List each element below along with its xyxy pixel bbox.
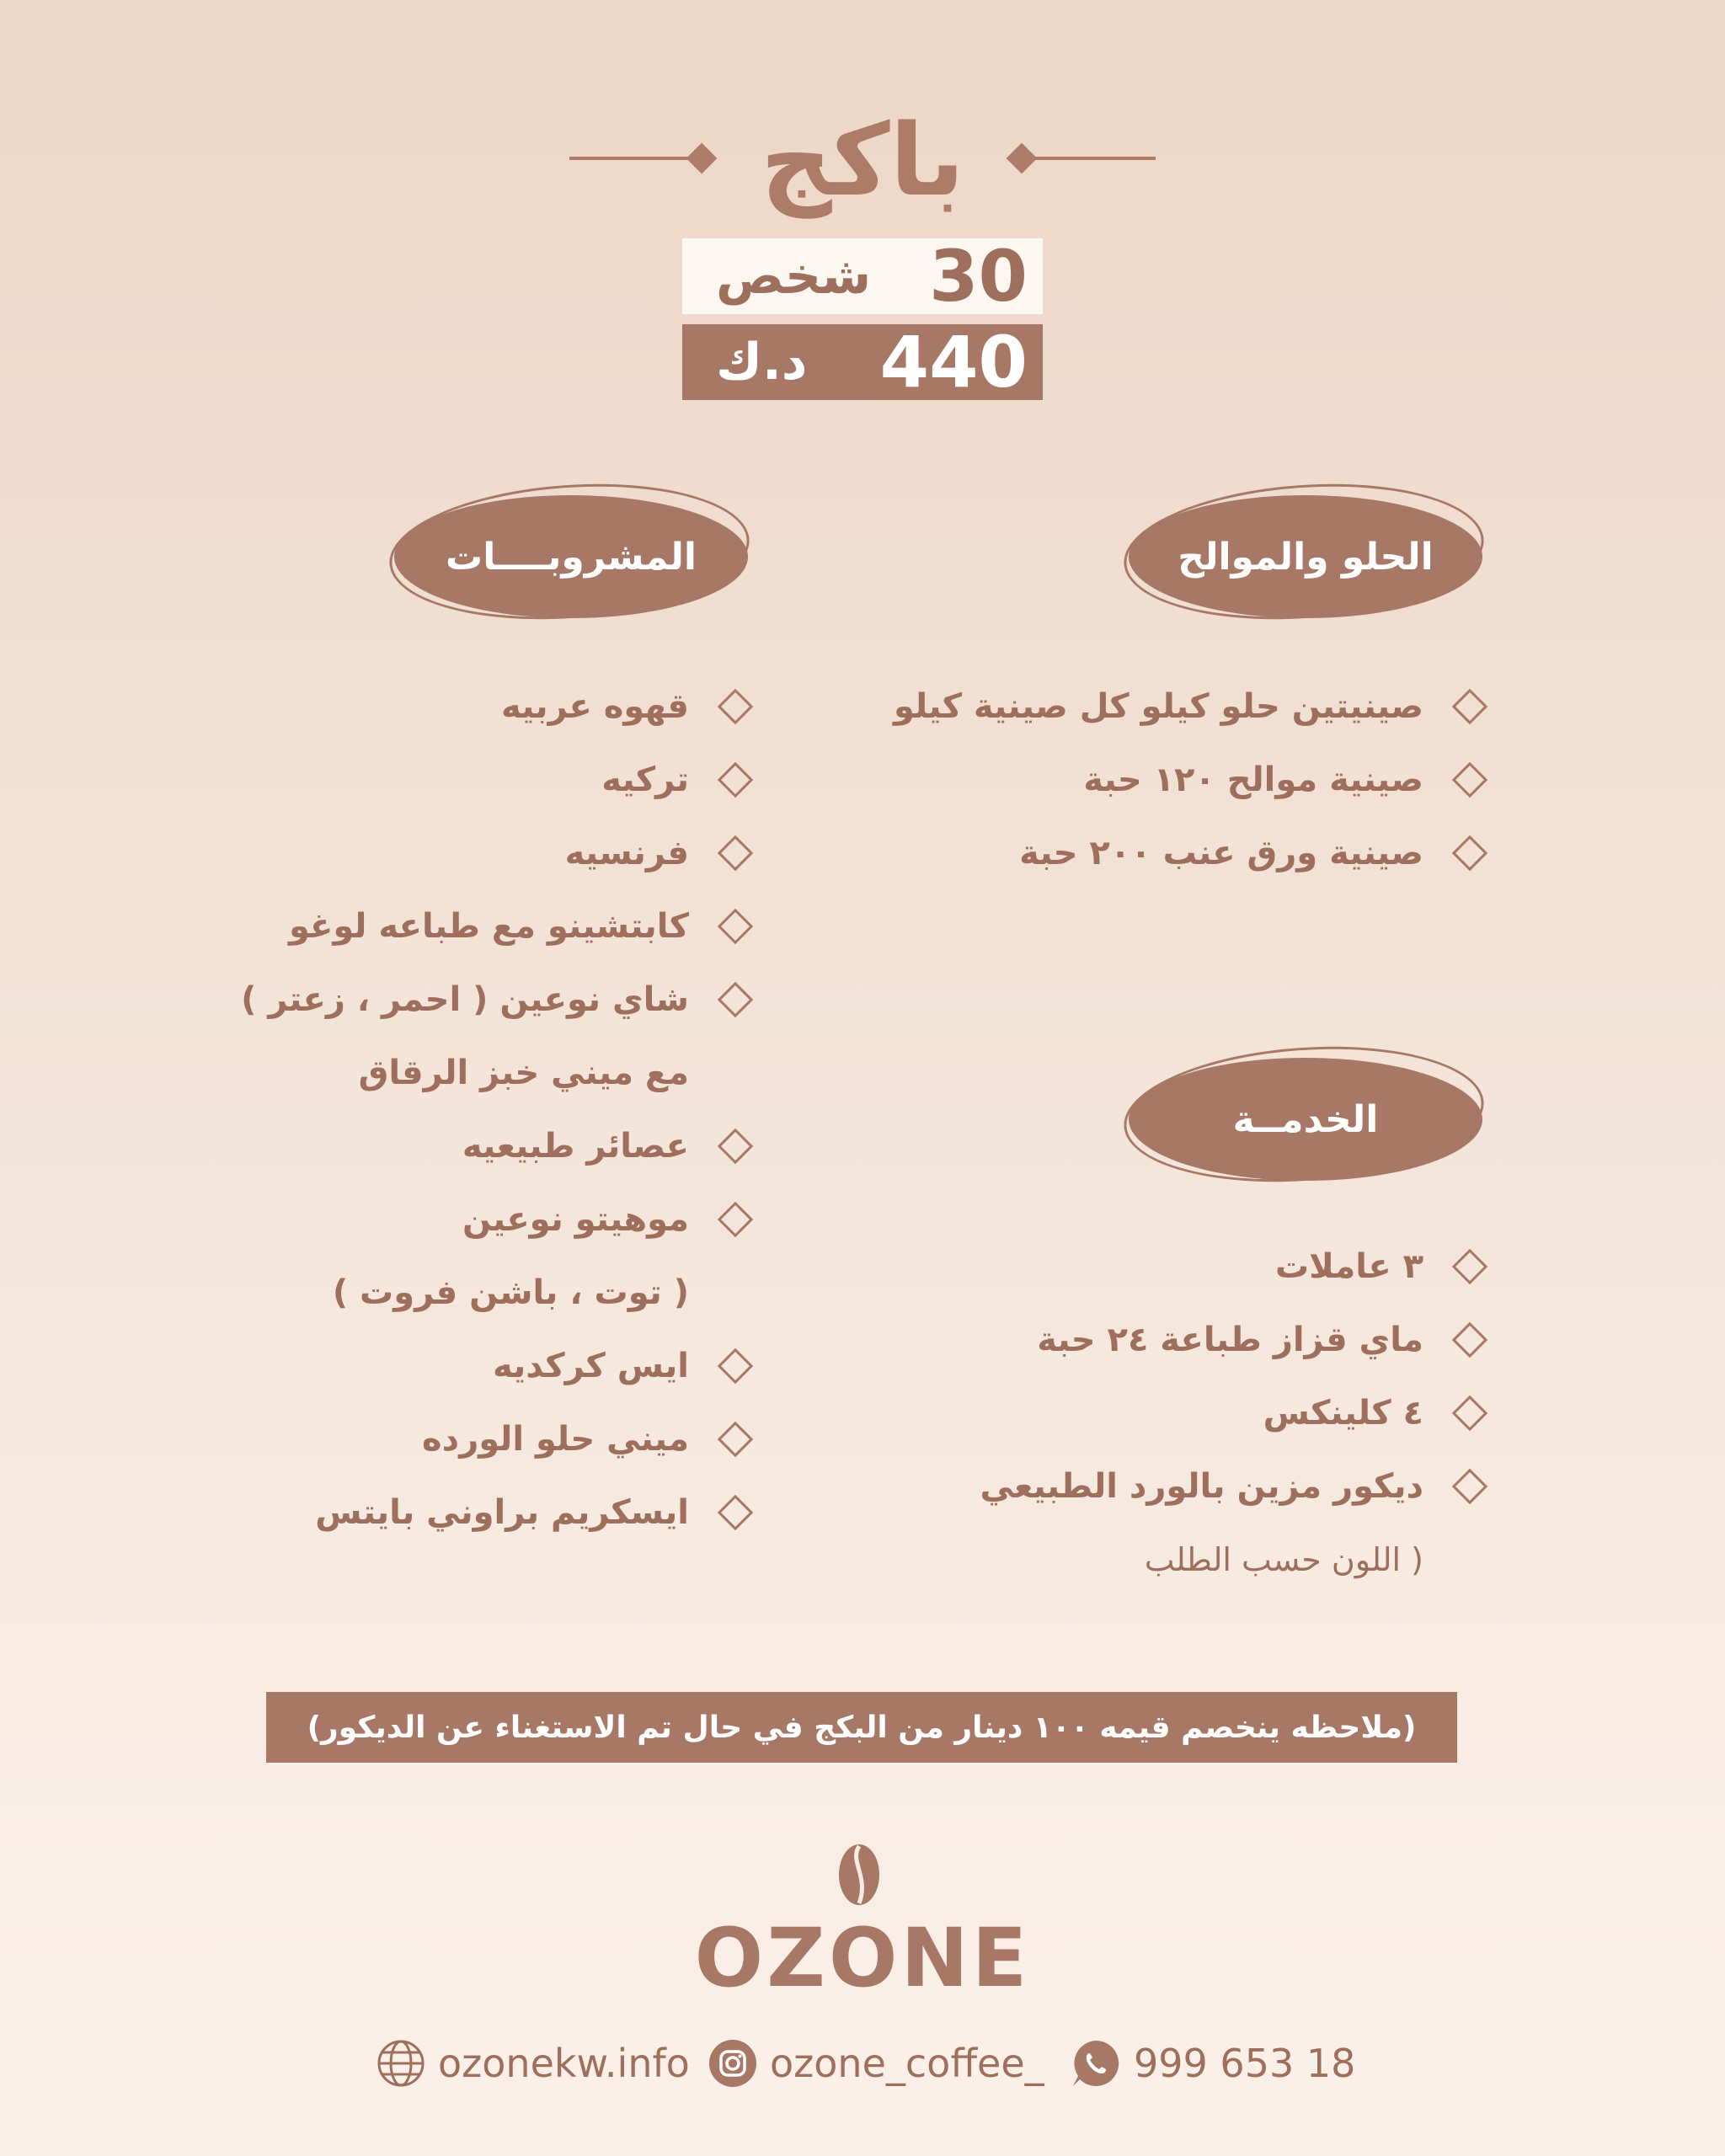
list-item <box>241 670 748 743</box>
note-text: (ملاحظه ينخصم قيمه ١٠٠ دينار من البكج في حال تم الاستغناء عن الديكور) <box>307 1710 1417 1745</box>
list-item <box>241 1402 748 1476</box>
diamond-bullet-icon <box>718 835 753 870</box>
list-item <box>241 889 748 963</box>
list-item-text: كابتشينو مع طباعه لوغو <box>288 906 689 946</box>
list-item-text: ايسكريم براوني بايتس <box>315 1492 689 1532</box>
list-item <box>241 1109 748 1182</box>
list-item <box>894 670 1482 743</box>
list-item <box>980 1376 1482 1449</box>
service-header-ring <box>1119 1035 1488 1193</box>
list-item-text: ٤ كلينكس <box>1263 1393 1423 1433</box>
list-item <box>980 1449 1482 1523</box>
diamond-bullet-icon <box>1452 835 1487 870</box>
service-list <box>980 1230 1482 1596</box>
list-item <box>241 963 748 1036</box>
persons-unit: شخص <box>716 247 872 306</box>
phone-text: 999 653 18 <box>1134 2041 1356 2086</box>
list-item-text: قهوه عربيه <box>500 686 689 726</box>
drinks-list <box>241 670 748 1549</box>
service-section-header <box>1129 1058 1482 1181</box>
page-title-text: باكج <box>760 102 965 218</box>
brand-logo: OZONE <box>694 1911 1031 2005</box>
footer-instagram[interactable] <box>708 2034 1044 2093</box>
list-item <box>241 743 748 816</box>
list-item <box>241 816 748 889</box>
list-item <box>980 1230 1482 1303</box>
diamond-bullet-icon <box>718 908 753 943</box>
list-item-text: ( اللون حسب الطلب <box>1144 1540 1423 1578</box>
list-item <box>980 1303 1482 1376</box>
list-item <box>241 1182 748 1256</box>
page-title <box>0 101 1725 219</box>
list-item-text: ديكور مزين بالورد الطبيعي <box>980 1466 1423 1506</box>
list-item-text: فرنسيه <box>564 833 689 873</box>
service-header-label: الخدمــة <box>1232 1097 1379 1141</box>
list-item-text: ميني حلو الورده <box>422 1419 689 1459</box>
list-item-text: ايس كركديه <box>493 1346 689 1385</box>
globe-icon <box>376 2038 426 2089</box>
persons-box <box>682 235 1043 318</box>
price-number: 440 <box>879 321 1028 403</box>
list-item-text: صينية موالح ١٢٠ حبة <box>1083 760 1423 799</box>
list-item <box>894 816 1482 889</box>
list-item-text: تركيه <box>601 760 689 799</box>
list-item-text: عصائر طبيعيه <box>462 1126 689 1166</box>
diamond-bullet-icon <box>718 1494 753 1529</box>
diamond-bullet-icon <box>1452 1321 1487 1357</box>
diamond-bullet-icon <box>718 1421 753 1456</box>
list-item-text: صينيتين حلو كيلو كل صينية كيلو <box>893 686 1423 726</box>
sweets-section-header <box>1129 495 1482 618</box>
list-item <box>241 1329 748 1402</box>
sweets-header-label: الحلو والموالح <box>1178 535 1434 579</box>
footer-website[interactable] <box>376 2034 690 2093</box>
diamond-bullet-icon <box>718 688 753 723</box>
list-item <box>241 1476 748 1549</box>
price-box <box>682 321 1043 403</box>
whatsapp-icon <box>1070 2037 1122 2089</box>
list-item-text: موهيتو نوعين <box>462 1199 689 1239</box>
diamond-bullet-icon <box>1452 761 1487 797</box>
diamond-bullet-icon <box>1452 1395 1487 1430</box>
persons-number: 30 <box>929 235 1028 318</box>
instagram-icon <box>708 2038 758 2089</box>
list-item-text: مع ميني خبز الرقاق <box>358 1053 689 1092</box>
coffee-bean-icon <box>837 1843 881 1907</box>
list-item-text: شاي نوعين ( احمر ، زعتر ) <box>241 979 689 1019</box>
list-item-text: ٣ عاملات <box>1274 1246 1423 1286</box>
diamond-bullet-icon <box>718 981 753 1017</box>
website-text: ozonekw.info <box>438 2041 690 2086</box>
list-item-text: ( توت ، باشن فروت ) <box>332 1273 689 1312</box>
diamond-bullet-icon <box>1452 688 1487 723</box>
diamond-bullet-icon <box>718 1348 753 1383</box>
note-banner <box>266 1692 1457 1763</box>
price-unit: د.ك <box>716 333 808 392</box>
list-item-text: صينية ورق عنب ٢٠٠ حبة <box>1019 833 1423 873</box>
diamond-bullet-icon <box>718 1201 753 1236</box>
diamond-bullet-icon <box>1452 1248 1487 1283</box>
drinks-header-ring <box>385 472 754 630</box>
list-item-text: ماي قزاز طباعة ٢٤ حبة <box>1037 1320 1423 1359</box>
list-item <box>894 743 1482 816</box>
instagram-text: ozone_coffee_ <box>770 2041 1044 2086</box>
diamond-bullet-icon <box>718 761 753 797</box>
drinks-section-header <box>394 495 748 618</box>
drinks-header-label: المشروبــــات <box>446 535 697 579</box>
sweets-list <box>894 670 1482 889</box>
list-item-continuation <box>241 1256 748 1329</box>
diamond-bullet-icon <box>1452 1468 1487 1503</box>
list-item-continuation <box>980 1523 1482 1596</box>
diamond-bullet-icon <box>718 1128 753 1163</box>
sweets-header-ring <box>1119 472 1488 630</box>
list-item-continuation <box>241 1036 748 1109</box>
footer-phone[interactable] <box>1070 2034 1355 2093</box>
